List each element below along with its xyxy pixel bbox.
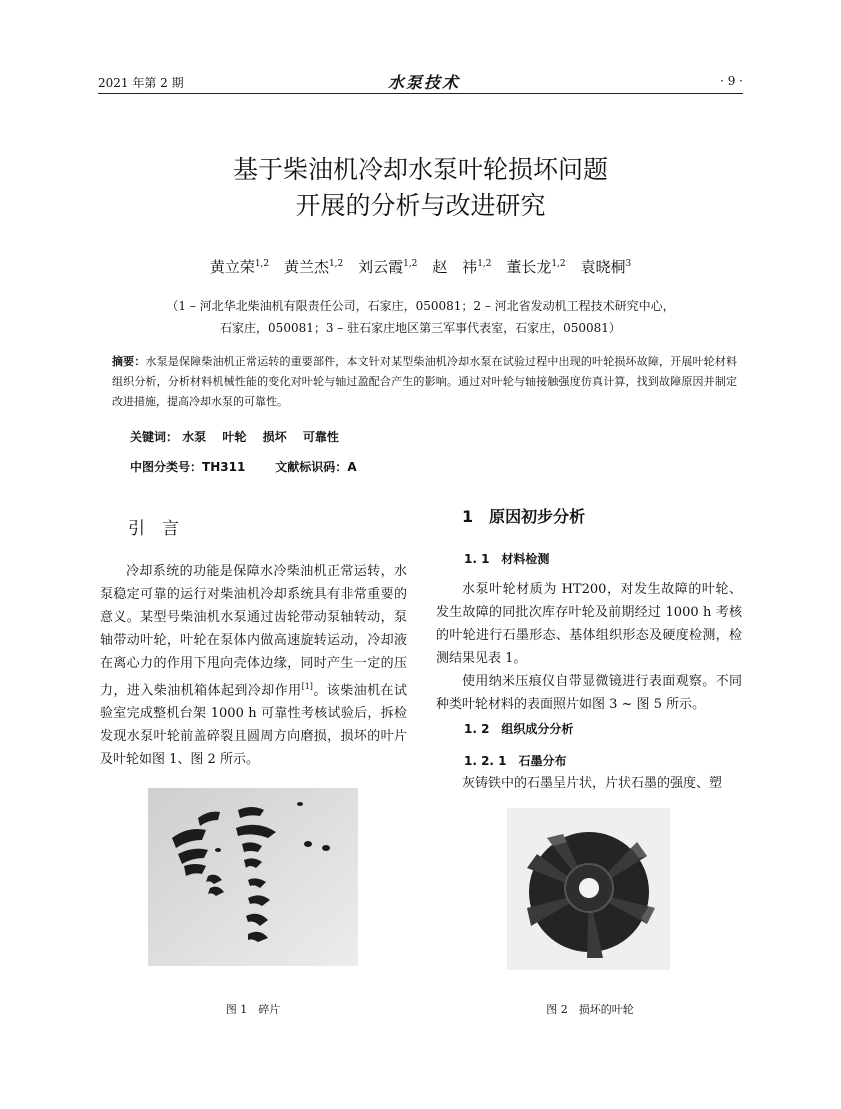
section-1-2-heading: 1. 2 组织成分分析 [464, 722, 574, 736]
figure-1-caption: 图 1 碎片 [225, 1003, 281, 1016]
issue-label: 2021 年第 2 期 [98, 76, 184, 90]
author: 黄立荣$^{1,2}$ [209, 258, 270, 276]
intro-paragraph: 冷却系统的功能是保障水冷柴油机正常运转，水泵稳定可靠的运行对柴油机冷却系统具有非常重要的意义。某型号柴油机水泵通过齿轮带动泵轴转动，泵轴带动叶轮，叶轮在泵体内做高速旋转运动，冷却液在离心力的作用下甩向壳体边缘，同时产生一定的压力，进入柴油机箱体起到冷却作用[1]。该柴油机在试验室完成整机台架 1000 h 可靠性考核试验后，拆检发现水泵叶轮前盖碎裂且圆周方向磨损，损坏的叶片及叶轮如图 1、图 2 所示。 [100, 564, 407, 768]
paper-title [0, 152, 841, 224]
doc-code-value: A [347, 460, 357, 474]
journal-logo: 水泵技术 [388, 73, 461, 92]
doc-code-label: 文献标识码： [275, 460, 348, 474]
impeller-image [507, 808, 670, 970]
affiliation [0, 295, 841, 339]
keyword: 叶轮 [222, 430, 247, 444]
title-line-2: 开展的分析与改进研究 [295, 191, 546, 220]
paragraph: 水泵叶轮材质为 HT200，对发生故障的叶轮、发生故障的同批次库存叶轮及前期经过 1000 h 考核的叶轮进行石墨形态、基体组织形态及硬度检测，检测结果见表 1。 [436, 582, 742, 666]
author: 袁晓桐$^3$ [580, 258, 632, 276]
affiliation-line-1: （1 – 河北华北柴油机有限责任公司，石家庄，050081；2 – 河北省发动机工程技术研究中心， [166, 299, 675, 313]
clc-value: TH311 [202, 460, 246, 474]
author: 黄兰杰$^{1,2}$ [283, 258, 344, 276]
title-line-1: 基于柴油机冷却水泵叶轮损坏问题 [232, 155, 608, 184]
keywords-label: 关键词： [130, 430, 179, 444]
abstract [112, 352, 737, 412]
intro-heading: 引 言 [128, 519, 179, 539]
section-1-2-1-heading: 1. 2. 1 石墨分布 [464, 754, 567, 768]
author: 董长龙$^{1,2}$ [506, 258, 566, 276]
section-1-2-1-body [436, 772, 742, 795]
author: 刘云霞$^{1,2}$ [358, 258, 418, 276]
keywords [130, 428, 351, 445]
author-list [0, 256, 841, 277]
page-number: · 9 · [720, 74, 743, 88]
keyword: 损坏 [262, 430, 287, 444]
section-1-1-body [436, 578, 742, 716]
section-1-1-heading: 1. 1 材料检测 [464, 552, 550, 566]
abstract-text: 水泵是保障柴油机正常运转的重要部件，本文针对某型柴油机冷却水泵在试验过程中出现的叶轮损坏故障，开展叶轮材料组织分析，分析材料机械性能的变化对叶轮与轴过盈配合产生的影响。通过对叶轮与轴接触强度仿真计算，找到故障原因并制定改进措施，提高冷却水泵的可靠性。 [112, 355, 738, 408]
section-1-heading: 1 原因初步分析 [462, 507, 586, 526]
figure-2-caption: 图 2 损坏的叶轮 [546, 1003, 634, 1016]
figure-2-impeller-photo [507, 808, 670, 970]
affiliation-line-2: 石家庄，050081；3 – 驻石家庄地区第三军事代表室，石家庄，050081） [220, 321, 621, 335]
running-header [98, 72, 743, 94]
intro-body [100, 560, 407, 771]
figure-1-fragments-photo [148, 788, 358, 966]
fragments-image [148, 788, 358, 966]
paragraph: 灰铸铁中的石墨呈片状，片状石墨的强度、塑 [462, 776, 723, 791]
citation: [1] [301, 682, 313, 691]
keyword: 水泵 [182, 430, 207, 444]
keyword: 可靠性 [302, 430, 339, 444]
clc-label: 中图分类号： [130, 460, 203, 474]
abstract-label: 摘要： [112, 355, 146, 368]
author: 赵 祎$^{1,2}$ [432, 258, 492, 276]
paragraph: 使用纳米压痕仪自带显微镜进行表面观察。不同种类叶轮材料的表面照片如图 3 ~ 图 5 所示。 [436, 674, 742, 712]
classification [130, 458, 357, 475]
